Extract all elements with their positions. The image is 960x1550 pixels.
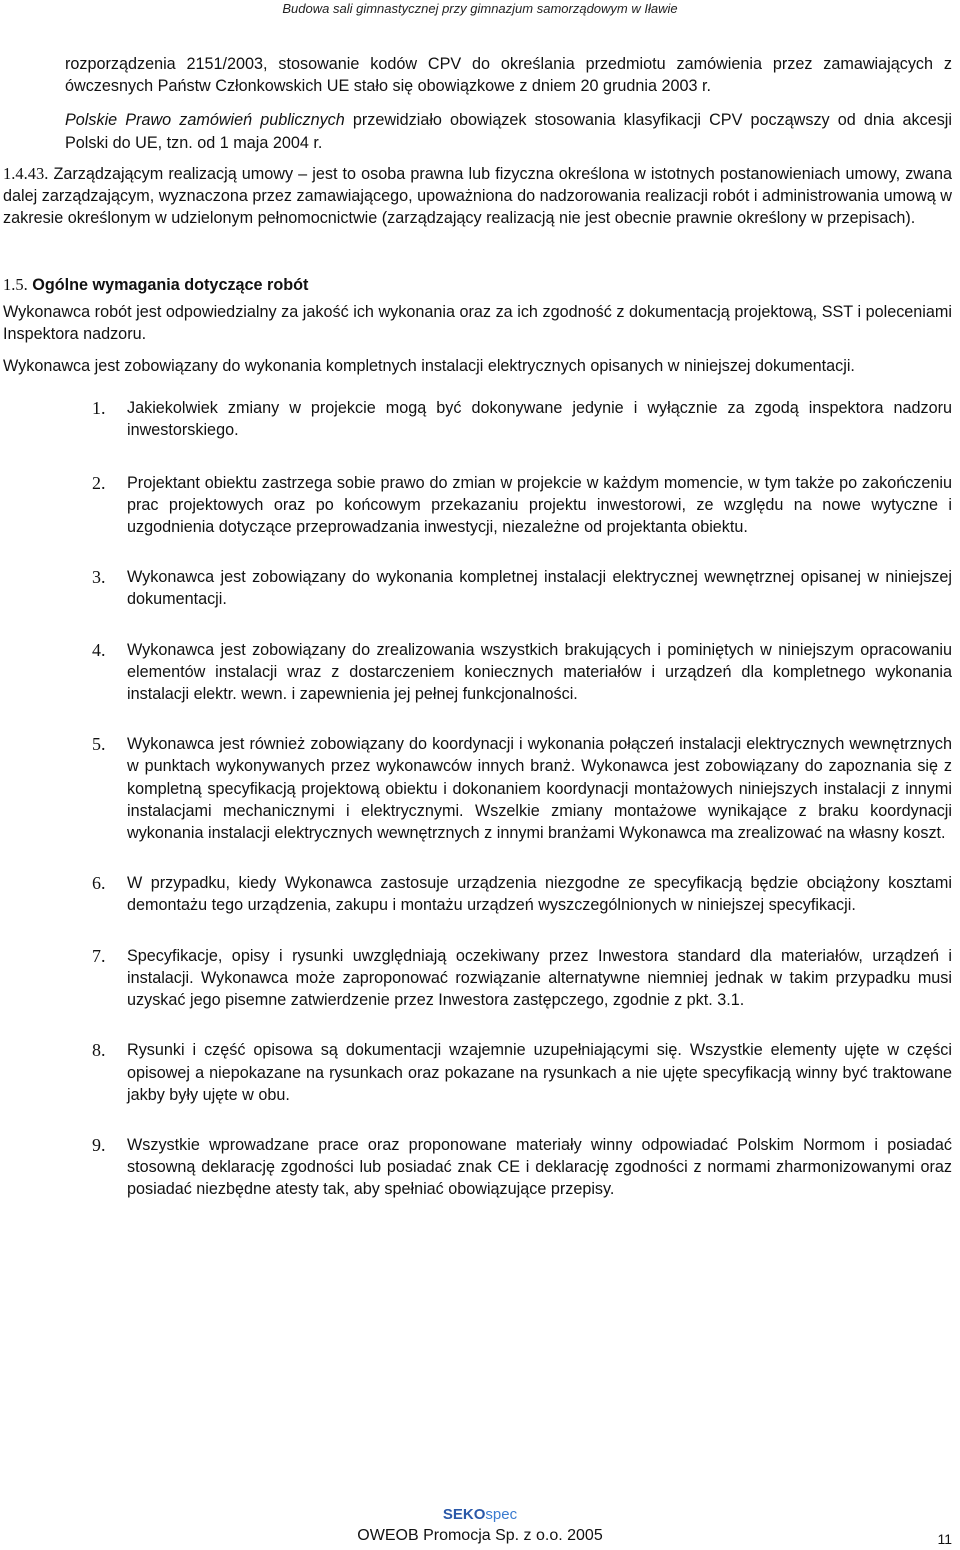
list-item-number: 4. (92, 639, 106, 660)
list-item-number: 7. (92, 945, 106, 966)
paragraph-contractor-obligation: Wykonawca jest zobowiązany do wykonania kompletnych instalacji elektrycznych opisanych w niniejszej dokumentacji. (3, 357, 855, 376)
brand-part-spec: spec (485, 1506, 518, 1523)
section-1-4-43 (0, 163, 960, 230)
list-item-text: Wszystkie wprowadzane prace oraz proponowane materiały winny odpowiadać Polskim Normom i posiadać stosowną deklarację zgodności lub posiadać znak CE i deklarację zgodności z normami zharmonizowanymi oraz posiadać niezbędne atesty tak, aby spełniać obowiązujące przepisy. (127, 1135, 952, 1199)
brand-part-seko: SEKO (442, 1506, 486, 1523)
running-header (0, 0, 960, 22)
paragraph-contractor-responsibility: Wykonawca robót jest odpowiedzialny za jakość ich wykonania oraz za ich zgodność z dokumentacją projektową, SST i poleceniami Inspektora nadzoru. (3, 302, 952, 343)
list-item-number: 3. (92, 567, 106, 588)
list-item (0, 872, 960, 916)
list-item-text: Projektant obiektu zastrzega sobie prawo do zmian w projekcie w każdym momencie, w tym także po zakończeniu prac projektowych oraz po końcowym przekazaniu projektu inwestorowi, ze względu na nowe wytyczne i uzgodnienia dotyczące przeprowadzania inwestycji, niezależne od projektanta obiektu. (127, 473, 952, 537)
list-item-number: 5. (92, 734, 106, 755)
list-item (0, 397, 960, 441)
section-1-5-heading (0, 274, 960, 296)
paragraph-public-procurement-law (0, 109, 960, 153)
list-item-text: W przypadku, kiedy Wykonawca zastosuje urządzenia niezgodne ze specyfikacją będzie obciążony kosztami demontażu tego urządzenia, zakupu i montażu urządzeń wyszczególnionych w niniejszej specyfikacji. (127, 874, 952, 915)
footer-brand-logo (0, 1506, 960, 1524)
list-item-number: 6. (92, 873, 106, 894)
paragraph-cpv-regulation: rozporządzenia 2151/2003, stosowanie kodów CPV do określania przedmiotu zamówienia przez zamawiających z ówczesnych Państw Członkowskich UE stało się obowiązkowe z dniem 20 grudnia 2003 r. (65, 55, 952, 96)
list-item-text: Jakiekolwiek zmiany w projekcie mogą być dokonywane jedynie i wyłącznie za zgodą inspektora nadzoru inwestorskiego. (127, 399, 952, 440)
list-item-number: 8. (92, 1040, 106, 1061)
list-item (0, 733, 960, 844)
list-item (0, 1134, 960, 1201)
list-item-text: Wykonawca jest zobowiązany do zrealizowania wszystkich brakujących i pominiętych w niniejszym opracowaniu elementów instalacji wraz z dostarczeniem koniecznych materiałów i urządzeń dla kompletnego wykonania instalacji elektr. wewn. i zapewnienia jej pełnej funkcjonalności. (127, 640, 952, 704)
section-text: Zarządzającym realizacją umowy – jest to osoba prawna lub fizyczna określona w istotnych postanowieniach umowy, zwana dalej zarządzającym, wyznaczona przez zamawiającego, upoważniona do nadzorowania realizacji robót i administrowania umową w zakresie określonym w udzielonym pełnomocnictwie (zarządzający realizacją nie jest obecnie prawnie określony w przepisach). (3, 164, 952, 228)
list-item-number: 2. (92, 472, 106, 493)
section-title: Ogólne wymagania dotyczące robót (32, 276, 309, 295)
list-item-number: 1. (92, 398, 106, 419)
list-item-text: Specyfikacje, opisy i rysunki uwzględniają oczekiwany przez Inwestora standard dla materiałów, urządzeń i instalacji. Wykonawca może zaproponować rozwiązanie alternatywne niemniej jednak w takim przypadku musi uzyskać jego pisemne zatwierdzenie przez Inwestora zastępczego, zgodnie z pkt. 3.1. (127, 946, 952, 1010)
document-body (0, 53, 960, 1201)
list-item (0, 566, 960, 610)
list-item-text: Rysunki i część opisowa są dokumentacji wzajemnie uzupełniającymi się. Wszystkie elementy ujęte w części opisowej a niepokazane na rysunkach oraz pokazane na rysunkach a nie ujęte specyfikacją winny być traktowane jakby były ujęte w obu. (127, 1041, 952, 1104)
section-number: 1.4.43. (3, 163, 49, 183)
requirements-list (0, 397, 960, 1200)
list-item (0, 945, 960, 1012)
list-item (0, 1039, 960, 1106)
header-title: Budowa sali gimnastycznej przy gimnazjum samorządowym w Iławie (282, 1, 678, 16)
list-item-text: Wykonawca jest również zobowiązany do koordynacji i wykonania połączeń instalacji elektrycznych wewnętrznych w punktach wykonywanych przez wykonawców innych branż. Wykonawca jest zobowiązany do zapoznania się z kompletną specyfikacją projektową obiektu i dokonaniem koordynacji montażowych niniejszych instalacji z innymi instalacjami mechanicznymi i elektrycznymi. Wszelkie zmiany montażowe wynikające z braku koordynacji wykonania instalacji elektrycznych wewnętrznych z innymi branżami Wykonawca ma zrealizować na własny koszt. (127, 735, 952, 843)
list-item (0, 639, 960, 706)
footer-company: OWEOB Promocja Sp. z o.o. 2005 (357, 1527, 603, 1544)
list-item-number: 9. (92, 1134, 106, 1155)
list-item (0, 472, 960, 539)
page-number: 11 (937, 1531, 952, 1547)
law-name: Polskie Prawo zamówień publicznych (65, 111, 345, 130)
list-item-text: Wykonawca jest zobowiązany do wykonania kompletnej instalacji elektrycznej wewnętrznej opisanej w niniejszej dokumentacji. (127, 568, 952, 609)
law-text: przewidziało obowiązek stosowania klasyfikacji CPV począwszy od dnia akcesji Polski do UE, tzn. od 1 maja 2004 r. (65, 111, 952, 152)
section-number: 1.5. (3, 275, 28, 295)
